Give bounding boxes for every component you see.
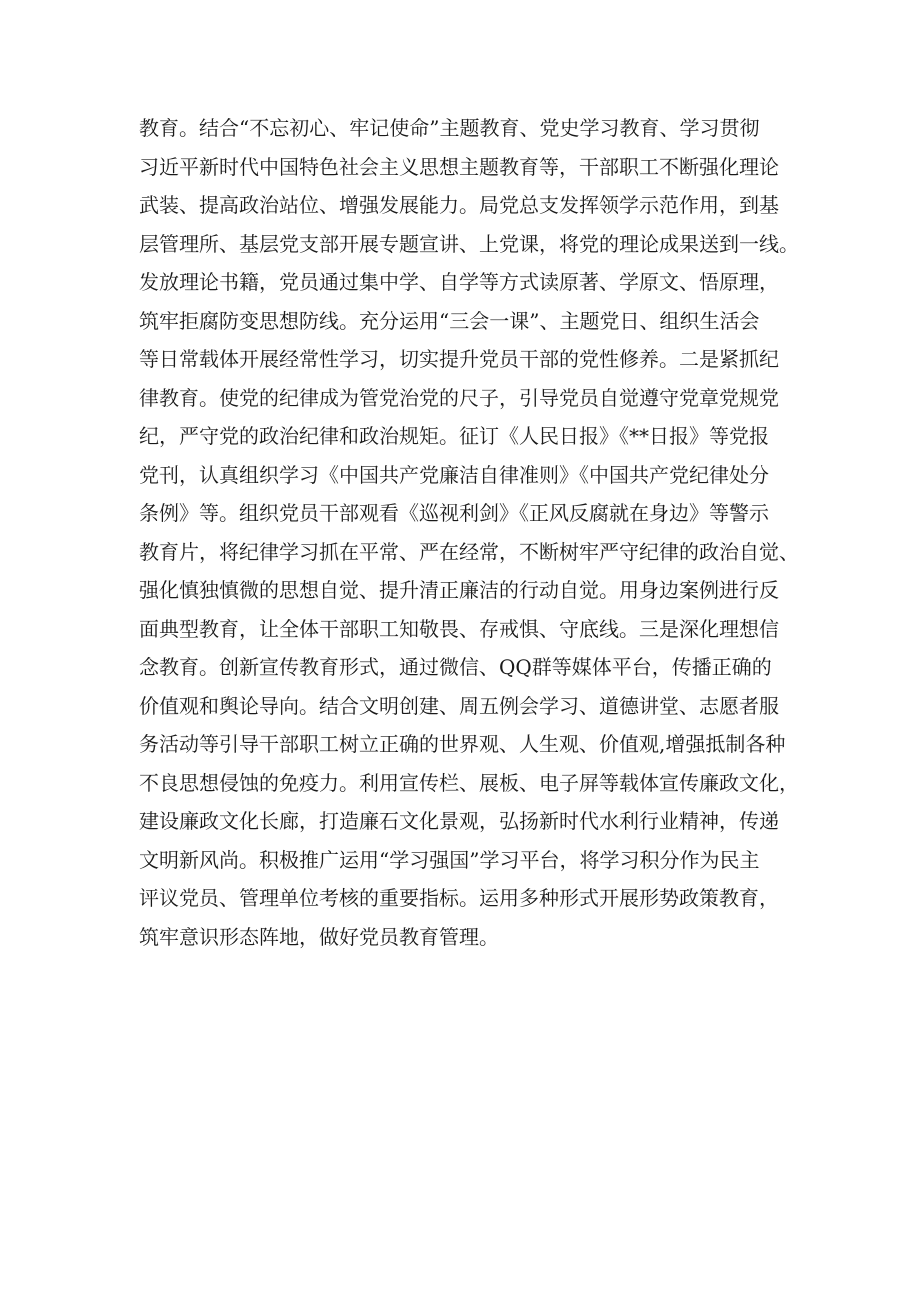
text-line-8: 律教育。使党的纪律成为管党治党的尺子，引导党员自觉遵守党章党规党: [139, 385, 779, 410]
body-paragraph: [139, 109, 819, 956]
text-line-14: 面典型教育，让全体干部职工知敬畏、存戒惧、守底线。三是深化理想信: [139, 616, 779, 641]
text-line-7: 等日常载体开展经常性学习，切实提升党员干部的党性修养。二是紧抓纪: [139, 347, 779, 371]
text-line-12: 教育片，将纪律学习抓在平常、严在经常，不断树牢严守纪律的政治自觉、: [139, 539, 799, 564]
text-line-22: 筑牢意识形态阵地，做好党员教育管理。: [139, 924, 499, 949]
text-line-6: 筑牢拒腐防变思想防线。充分运用“三会一课”、主题党日、组织生活会: [139, 308, 760, 333]
text-line-3: 武装、提高政治站位、增强发展能力。局党总支发挥领学示范作用，到基: [139, 193, 779, 217]
text-line-13: 强化慎独慎微的思想自觉、提升清正廉洁的行动自觉。用身边案例进行反: [139, 578, 779, 602]
text-line-5: 发放理论书籍，党员通过集中学、自学等方式读原著、学原文、悟原理，: [139, 270, 779, 294]
text-line-21: 评议党员、管理单位考核的重要指标。运用多种形式开展形势政策教育，: [139, 886, 779, 910]
text-line-17: 务活动等引导干部职工树立正确的世界观、人生观、价值观,增强抵制各种: [139, 732, 786, 756]
text-line-4: 层管理所、基层党支部开展专题宣讲、上党课，将党的理论成果送到一线。: [139, 231, 799, 256]
text-line-16: 价值观和舆论导向。结合文明创建、周五例会学习、道德讲堂、志愿者服: [139, 693, 779, 718]
text-line-19: 建设廉政文化长廊，打造廉石文化景观，弘扬新时代水利行业精神，传递: [139, 809, 779, 833]
text-line-2: 习近平新时代中国特色社会主义思想主题教育等，干部职工不断强化理论: [139, 154, 779, 179]
text-line-20: 文明新风尚。积极推广运用“学习强国”学习平台，将学习积分作为民主: [139, 847, 760, 872]
text-line-18: 不良思想侵蚀的免疫力。利用宣传栏、展板、电子屏等载体宣传廉政文化，: [139, 770, 799, 795]
text-line-11: 条例》等。组织党员干部观看《巡视利剑》《正风反腐就在身边》等警示: [139, 501, 769, 525]
text-line-1: 教育。结合“不忘初心、牢记使命”主题教育、党史学习教育、学习贯彻: [139, 116, 760, 140]
text-line-15: 念教育。创新宣传教育形式，通过微信、QQ群等媒体平台，传播正确的: [139, 655, 772, 679]
text-line-9: 纪，严守党的政治纪律和政治规矩。征订《人民日报》《**日报》等党报: [139, 424, 769, 448]
text-line-10: 党刊，认真组织学习《中国共产党廉洁自律准则》《中国共产党纪律处分: [139, 462, 769, 487]
